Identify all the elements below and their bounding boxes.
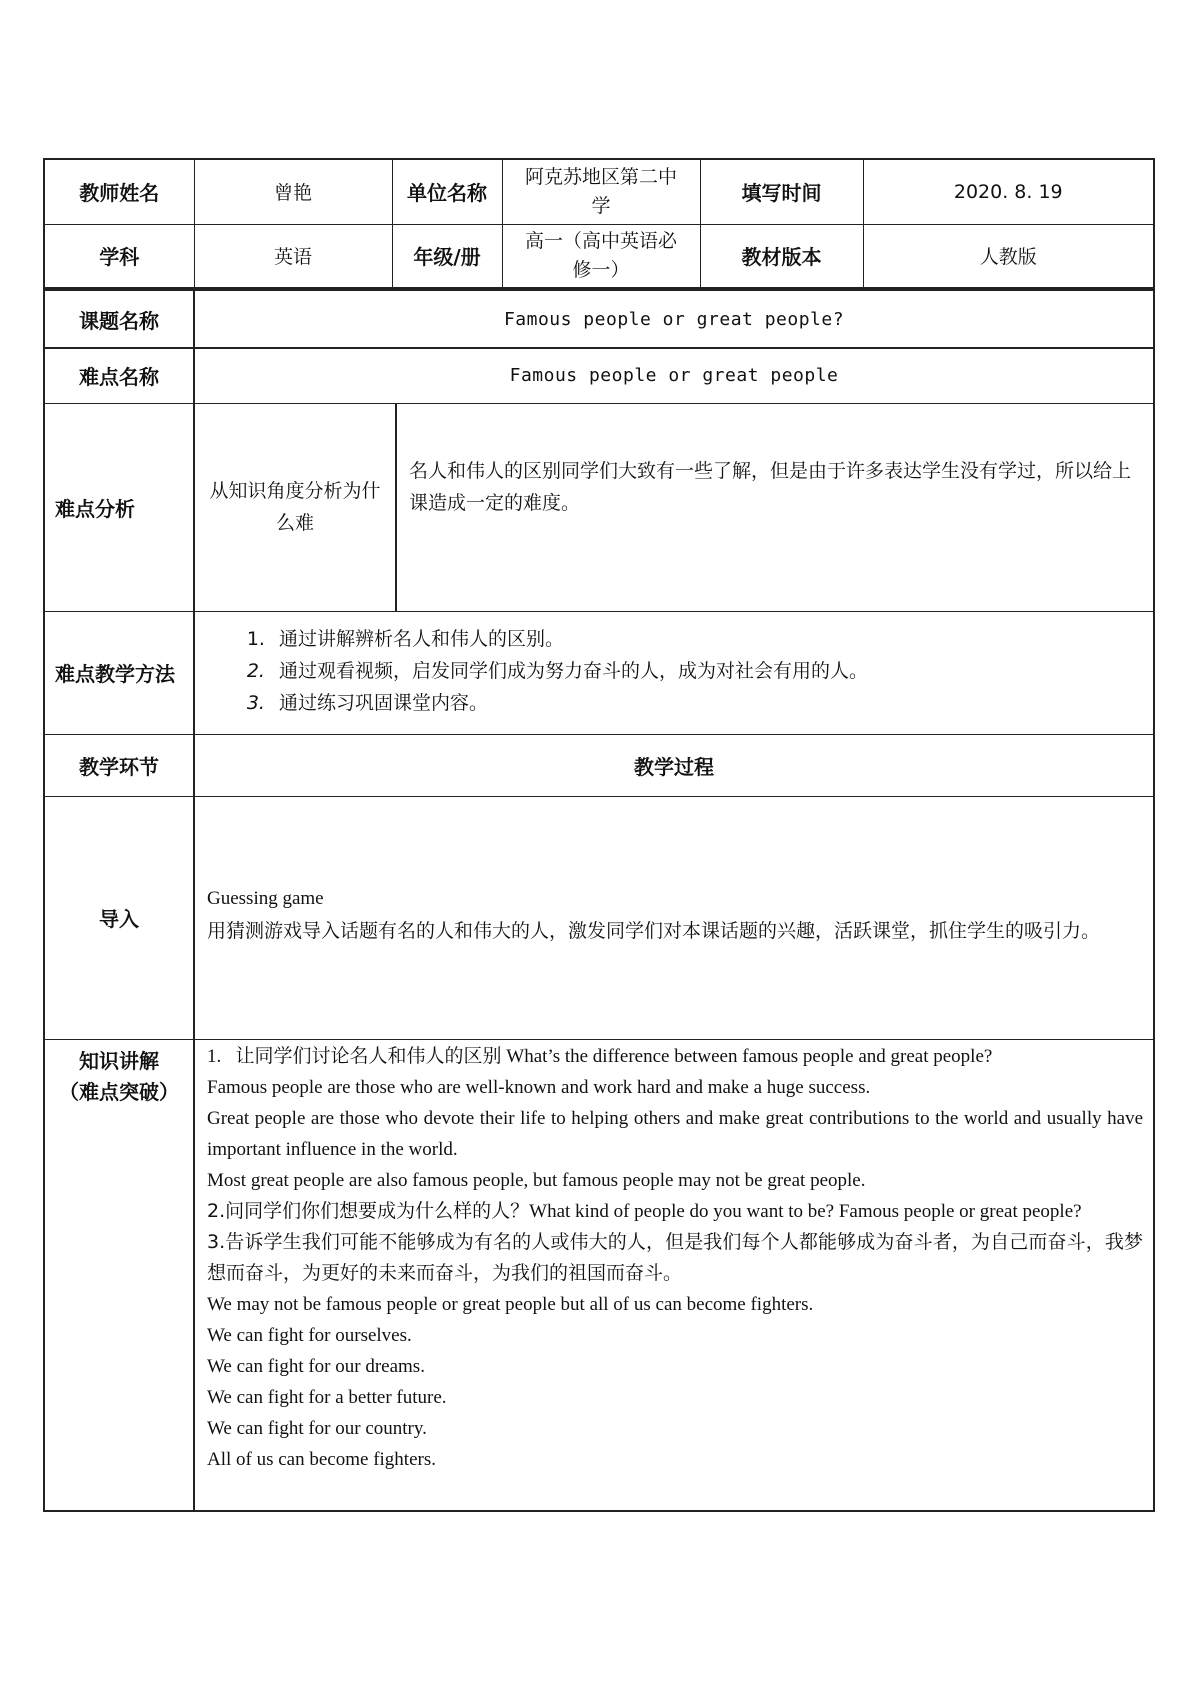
knowledge-label <box>44 1039 194 1511</box>
topic-value: Famous people or great people? <box>194 290 1154 348</box>
knowledge-p1-cn: 让同学们讨论名人和伟人的区别 <box>235 1044 502 1067</box>
knowledge-p5-cn: 2.问同学们你们想要成为什么样的人？ <box>207 1199 530 1222</box>
analysis-sub-label: 从知识角度分析为什么难 <box>194 403 396 611</box>
methods-item: 3. 通过练习巩固课堂内容。 <box>271 687 1153 719</box>
process-header-row <box>44 734 1154 796</box>
subject-value: 英语 <box>194 224 392 288</box>
knowledge-p11: We can fight for our country. <box>207 1417 427 1439</box>
knowledge-p7: We may not be famous people or great people but all of us can become fighters. <box>207 1293 814 1315</box>
knowledge-p1 <box>207 1041 1143 1072</box>
knowledge-p4: Most great people are also famous people, but famous people may not be great people. <box>207 1169 866 1191</box>
header-table <box>43 158 1155 289</box>
grade-value: 高一（高中英语必修一） <box>502 224 700 288</box>
difficulty-row <box>44 348 1154 403</box>
textbook-label: 教材版本 <box>700 224 863 288</box>
methods-list <box>195 623 1153 719</box>
methods-item: 1. 通过讲解辨析名人和伟人的区别。 <box>271 623 1153 655</box>
analysis-label: 难点分析 <box>44 403 194 611</box>
unit-label: 单位名称 <box>392 159 502 224</box>
methods-label: 难点教学方法 <box>44 611 194 734</box>
content-table <box>43 289 1155 1512</box>
intro-cell <box>194 796 1154 1039</box>
date-value: 2020. 8. 19 <box>863 159 1154 224</box>
knowledge-cell <box>194 1039 1154 1511</box>
methods-row <box>44 611 1154 734</box>
knowledge-label-line-1: 知识讲解 <box>79 1048 159 1073</box>
difficulty-label: 难点名称 <box>44 348 194 403</box>
textbook-value: 人教版 <box>863 224 1154 288</box>
intro-label: 导入 <box>44 796 194 1039</box>
knowledge-p12: All of us can become fighters. <box>207 1448 436 1470</box>
unit-value: 阿克苏地区第二中学 <box>502 159 700 224</box>
intro-line-1: Guessing game <box>207 887 324 909</box>
topic-label: 课题名称 <box>44 290 194 348</box>
knowledge-row <box>44 1039 1154 1511</box>
knowledge-p10: We can fight for a better future. <box>207 1386 447 1408</box>
knowledge-p5 <box>207 1196 1143 1227</box>
knowledge-p5-en: What kind of people do you want to be? Famous people or great people? <box>529 1200 1082 1222</box>
methods-cell <box>194 611 1154 734</box>
grade-label: 年级/册 <box>392 224 502 288</box>
knowledge-p2: Famous people are those who are well-known and work hard and make a huge success. <box>207 1076 871 1098</box>
process-header-right: 教学过程 <box>194 734 1154 796</box>
intro-row <box>44 796 1154 1039</box>
topic-row <box>44 290 1154 348</box>
difficulty-value: Famous people or great people <box>194 348 1154 403</box>
subject-label: 学科 <box>44 224 194 288</box>
date-label: 填写时间 <box>700 159 863 224</box>
teacher-label: 教师姓名 <box>44 159 194 224</box>
knowledge-p6: 3.告诉学生我们可能不能够成为有名的人或伟大的人，但是我们每个人都能够成为奋斗者，为自己而奋斗，我梦想而奋斗，为更好的未来而奋斗，为我们的祖国而奋斗。 <box>207 1230 1144 1284</box>
intro-line-2: 用猜测游戏导入话题有名的人和伟大的人，激发同学们对本课话题的兴趣，活跃课堂，抓住学生的吸引力。 <box>207 919 1101 942</box>
methods-item: 2. 通过观看视频，启发同学们成为努力奋斗的人，成为对社会有用的人。 <box>271 655 1153 687</box>
header-row-1 <box>44 159 1154 224</box>
teacher-value: 曾艳 <box>194 159 392 224</box>
knowledge-p8: We can fight for ourselves. <box>207 1324 412 1346</box>
knowledge-p1-num: 1. <box>207 1045 222 1067</box>
knowledge-p3: Great people are those who devote their life to helping others and make great contributions to the world and usually have important influence in the world. <box>207 1107 1144 1160</box>
header-row-2 <box>44 224 1154 288</box>
knowledge-p1-en: What’s the difference between famous people and great people? <box>506 1045 993 1067</box>
process-header-left: 教学环节 <box>44 734 194 796</box>
analysis-row <box>44 403 1154 611</box>
analysis-text: 名人和伟人的区别同学们大致有一些了解，但是由于许多表达学生没有学过，所以给上课造成一定的难度。 <box>396 403 1154 611</box>
knowledge-label-line-2: （难点突破） <box>59 1079 179 1104</box>
knowledge-p9: We can fight for our dreams. <box>207 1355 425 1377</box>
